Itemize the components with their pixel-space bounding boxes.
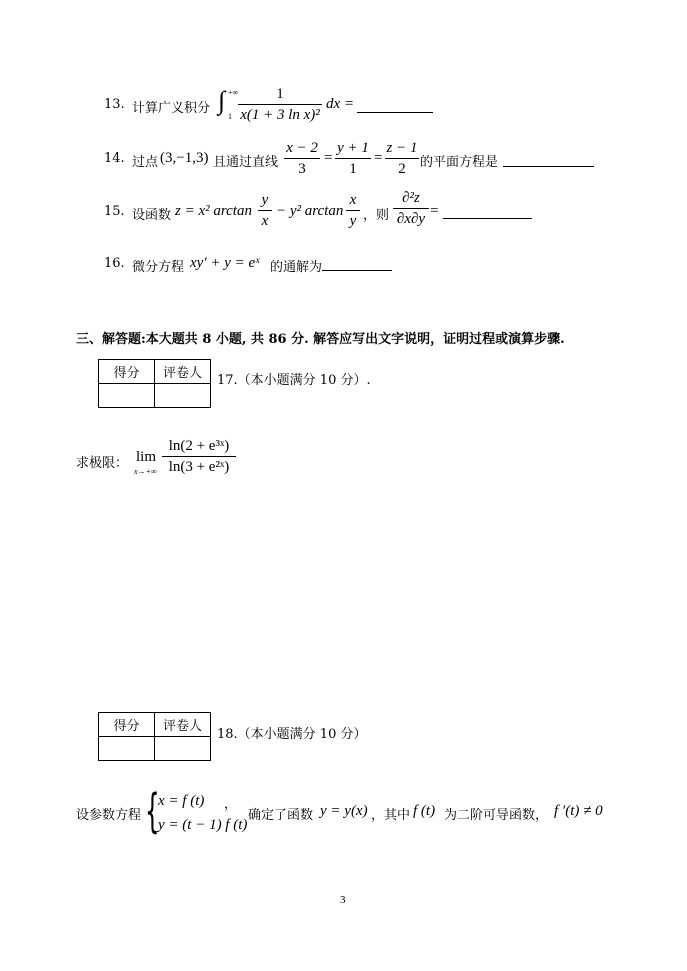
q16-pre: 微分方程 <box>132 260 185 275</box>
q14-fraction-x <box>284 140 320 177</box>
q14-pre: 过点 <box>132 155 159 170</box>
q14-fraction-z <box>385 140 419 177</box>
q18-eq2: y = (t − 1) f (t) <box>158 817 248 833</box>
fraction-bar <box>393 208 429 209</box>
q15-partial-fraction <box>393 190 429 227</box>
integral-upper-limit: +∞ <box>228 88 239 97</box>
q16-post: 的通解为 <box>270 260 323 275</box>
grader-cell-input[interactable] <box>155 384 211 408</box>
score-cell-label: 得分 <box>99 360 155 384</box>
integral-sign: ∫ <box>218 86 226 115</box>
q15-xy-num: x <box>349 192 357 208</box>
q14-fx-num: x − 2 <box>286 140 318 156</box>
q15-xy-den: y <box>349 213 357 229</box>
q15-fraction-xy <box>346 192 360 229</box>
q18-mid3: 为二阶可导函数， <box>444 808 549 823</box>
q14-fz-num: z − 1 <box>386 140 418 156</box>
q18-comma: ， <box>224 797 238 812</box>
q18-condition: f ′(t) ≠ 0 <box>554 803 603 819</box>
q18-mid2: ，其中 <box>371 808 411 823</box>
q14-eq2: = <box>374 150 383 166</box>
score-table-17 <box>98 359 211 408</box>
q13-numerator: 1 <box>276 86 284 102</box>
q16-number: 16. <box>104 256 125 271</box>
q13-text: 计算广义积分 <box>132 101 211 116</box>
q14-fx-den: 3 <box>298 161 306 177</box>
score-cell-label: 得分 <box>99 713 155 737</box>
q17-label: 17.（本小题满分 10 分）. <box>217 373 371 388</box>
q15-yx-den: x <box>261 213 269 229</box>
q17-numerator: ln(2 + e³ˣ) <box>168 438 230 454</box>
grader-cell-label: 评卷人 <box>155 713 211 737</box>
q14-fy-num: y + 1 <box>337 140 369 156</box>
q14-answer-blank[interactable] <box>503 166 594 167</box>
q15-number: 15. <box>104 204 125 219</box>
q18-eq1: x = f (t) <box>158 793 205 809</box>
q15-fraction-yx <box>258 192 272 229</box>
q16-answer-blank[interactable] <box>322 270 392 271</box>
q17-pre: 求极限： <box>76 456 129 471</box>
q18-pre: 设参数方程 <box>76 808 142 823</box>
q15-partial-num: ∂²z <box>402 190 420 206</box>
q14-post: 的平面方程是 <box>420 155 499 170</box>
fraction-bar <box>346 210 360 211</box>
q15-minus: − y² arctan <box>276 203 344 219</box>
q13-denominator: x(1 + 3 ln x)² <box>240 107 320 123</box>
q18-label: 18.（本小题满分 10 分） <box>217 727 367 742</box>
q15-z-eq: z = x² arctan <box>175 203 252 219</box>
q15-answer-blank[interactable] <box>443 218 532 219</box>
fraction-bar <box>162 456 236 457</box>
q13-dx: dx = <box>326 96 355 112</box>
q15-partial-den: ∂x∂y <box>396 211 426 227</box>
fraction-bar <box>258 210 272 211</box>
q15-pre: 设函数 <box>132 208 172 223</box>
q15-eq: = <box>430 203 439 219</box>
fraction-bar <box>335 158 371 159</box>
q13-fraction <box>238 86 322 123</box>
q17-denominator: ln(3 + e²ˣ) <box>168 459 230 475</box>
q14-eq1: = <box>324 150 333 166</box>
q18-mid: 确定了函数 <box>248 808 314 823</box>
q17-fraction <box>162 438 236 475</box>
q18-ft: f (t) <box>413 803 436 819</box>
score-cell-input[interactable] <box>99 384 155 408</box>
q13-number: 13. <box>104 97 125 112</box>
q14-fraction-y <box>335 140 371 177</box>
fraction-bar <box>284 158 320 159</box>
q18-y-of-x: y = y(x) <box>320 803 368 819</box>
q14-number: 14. <box>104 151 125 166</box>
q17-lim: lim <box>136 449 157 465</box>
page-number: 3 <box>340 894 346 906</box>
fraction-bar <box>238 104 322 105</box>
q14-fz-den: 2 <box>398 161 406 177</box>
grader-cell-input[interactable] <box>155 737 211 761</box>
score-cell-input[interactable] <box>99 737 155 761</box>
section-3-title: 三、解答题:本大题共 8 小题, 共 86 分. 解答应写出文字说明，证明过程或演算步骤. <box>76 332 565 347</box>
q14-point: (3,−1,3) <box>160 150 209 166</box>
q15-yx-num: y <box>261 192 269 208</box>
brace-icon: { <box>145 784 160 838</box>
q16-equation: xy′ + y = eˣ <box>190 255 260 271</box>
q17-lim-sub: x→+∞ <box>134 467 157 476</box>
integral-lower-limit: 1 <box>228 112 232 121</box>
grader-cell-label: 评卷人 <box>155 360 211 384</box>
fraction-bar <box>385 158 419 159</box>
q13-answer-blank[interactable] <box>357 112 433 113</box>
q15-then: ，则 <box>363 208 390 223</box>
score-table-18 <box>98 712 211 761</box>
q14-mid: 且通过直线 <box>213 155 279 170</box>
q14-fy-den: 1 <box>349 161 357 177</box>
